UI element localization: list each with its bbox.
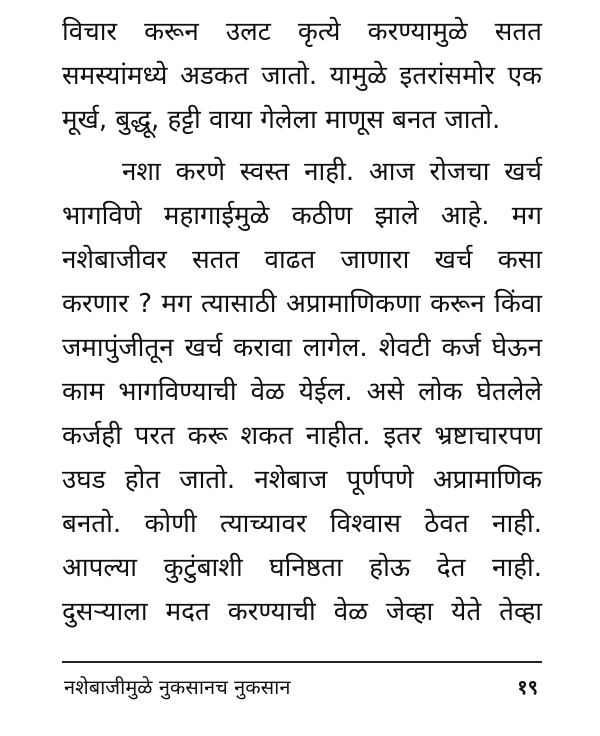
text-line: करणार ? मग त्यासाठी अप्रामाणिकणा करून किंवा (62, 289, 542, 319)
text-line: दुसऱ्याला मदत करण्याची वेळ जेव्हा येते तेव्हा (62, 597, 542, 627)
running-footer-title: नशेबाजीमुळे नुकसानच नुकसान (64, 675, 291, 699)
text-line: कर्जही परत करू शकत नाहीत. इतर भ्रष्टाचारपण (62, 421, 542, 451)
text-line: उघड होत जातो. नशेबाज पूर्णपणे अप्रामाणिक (62, 465, 542, 495)
paragraph-1 (62, 10, 542, 142)
text-line: विचार करून उलट कृत्ये करण्यामुळे सतत (62, 17, 542, 47)
paragraph-gap (62, 142, 542, 150)
body-text (62, 10, 542, 634)
text-line: काम भागविण्याची वेळ येईल. असे लोक घेतलेले (62, 377, 542, 407)
text-line: बनतो. कोणी त्याच्यावर विश्वास ठेवत नाही. (62, 509, 542, 539)
text-line: समस्यांमध्ये अडकत जातो. यामुळे इतरांसमोर एक (62, 61, 542, 91)
text-line: नशा करणे स्वस्त नाही. आज रोजचा खर्च (122, 157, 542, 187)
text-line: भागविणे महागाईमुळे कठीण झाले आहे. मग (62, 201, 542, 231)
text-line: जमापुंजीतून खर्च करावा लागेल. शेवटी कर्ज घेऊन (62, 333, 542, 363)
paragraph-2 (62, 150, 542, 634)
text-line: मूर्ख, बुद्धू, हट्टी वाया गेलेला माणूस बनत जातो. (62, 105, 501, 135)
text-line: नशेबाजीवर सतत वाढत जाणारा खर्च कसा (62, 245, 542, 275)
text-line: आपल्या कुटुंबाशी घनिष्ठता होऊ देत नाही. (62, 553, 542, 583)
footer-divider (62, 661, 542, 663)
page-number: १९ (517, 675, 538, 699)
